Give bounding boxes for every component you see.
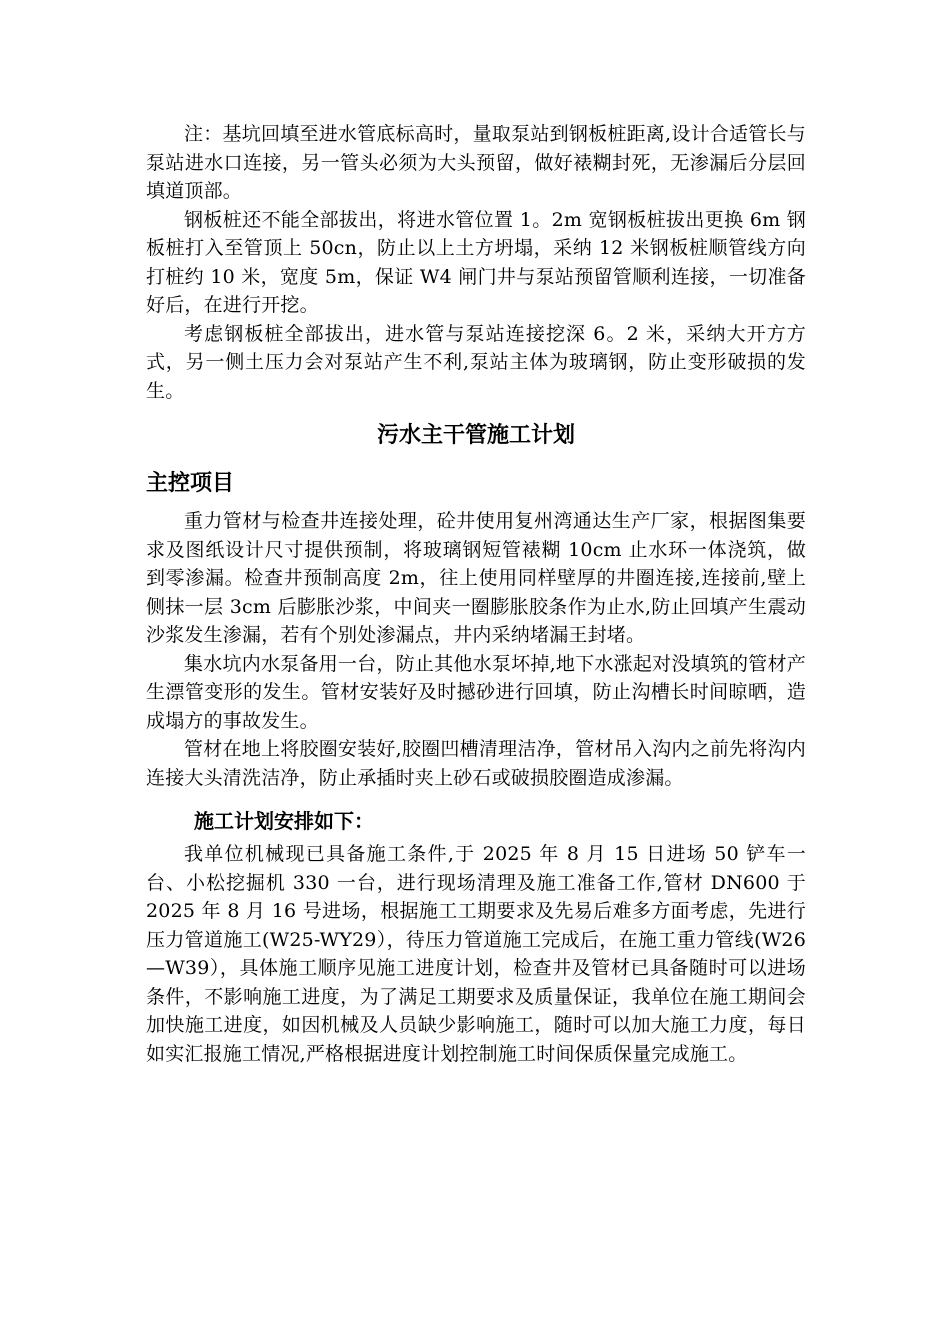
main-control-heading: 主控项目	[146, 470, 235, 496]
plan-heading: 施工计划安排如下：	[194, 809, 374, 833]
note-paragraph: 注：基坑回填至进水管底标高时，量取泵站到钢板桩距离,设计合适管长与泵站进水口连接，另一管头必须为大头预留，做好裱糊封死，无渗漏后分层回填道顶部。	[146, 123, 806, 202]
sheet-pile-paragraph: 钢板桩还不能全部拔出，将进水管位置 1。2m 宽钢板桩拔出更换 6m 钢板桩打入至管顶上 50cn，防止以上土方坍塌，采纳 12 米钢板桩顺管线方向打桩约 10 米，宽度 5m，保证 W4 闸门井与泵站预留管顺利连接，一切准备好后，在进行开挖。	[146, 208, 806, 316]
gasket-paragraph: 管材在地上将胶圈安装好,胶圈凹槽清理洁净，管材吊入沟内之前先将沟内连接大头清洗洁净，防止承插时夹上砂石或破损胶圈造成渗漏。	[146, 738, 806, 789]
pump-paragraph: 集水坑内水泵备用一台，防止其他水泵坏掉,地下水涨起对没填筑的管材产生漂管变形的发生。管材安装好及时撼砂进行回填，防止沟槽长时间晾晒，造成塌方的事故发生。	[146, 652, 806, 732]
section-title: 污水主干管施工计划	[376, 422, 575, 448]
plan-paragraph: 我单位机械现已具备施工条件,于 2025 年 8 月 15 日进场 50 铲车一台、小松挖掘机 330 一台，进行现场清理及施工准备工作,管材 DN600 于 2025 年 8 月 16 号进场，根据施工工期要求及先易后难多方面考虑，先进行压力管道施工(W25-WY29），待压力管道施工完成后，在施工重力管线(W26—W39），具体施工顺序见施工进度计划，检查井及管材已具备随时可以进场条件，不影响施工进度，为了满足工期要求及质量保证，我单位在施工期间会加快施工进度，如因机械及人员缺少影响施工，随时可以加大施工力度，每日如实汇报施工情况,严格根据进度计划控制施工时间保质保量完成施工。	[146, 843, 806, 1065]
pipe-well-paragraph: 重力管材与检查井连接处理，砼井使用复州湾通达生产厂家，根据图集要求及图纸设计尺寸提供预制，将玻璃钢短管裱糊 10cm 止水环一体浇筑，做到零渗漏。检查井预制高度 2m，往上使用同样壁厚的井圈连接,连接前,壁上侧抹一层 3cm 后膨胀沙浆，中间夹一圈膨胀胶条作为止水,防止回填产生震动沙浆发生渗漏，若有个别处渗漏点，井内采纳堵漏王封堵。	[146, 510, 806, 646]
excavation-paragraph: 考虑钢板桩全部拔出，进水管与泵站连接挖深 6。2 米，采纳大开方方式，另一侧土压力会对泵站产生不利,泵站主体为玻璃钢，防止变形破损的发生。	[146, 322, 806, 402]
document-page	[146, 120, 806, 1068]
